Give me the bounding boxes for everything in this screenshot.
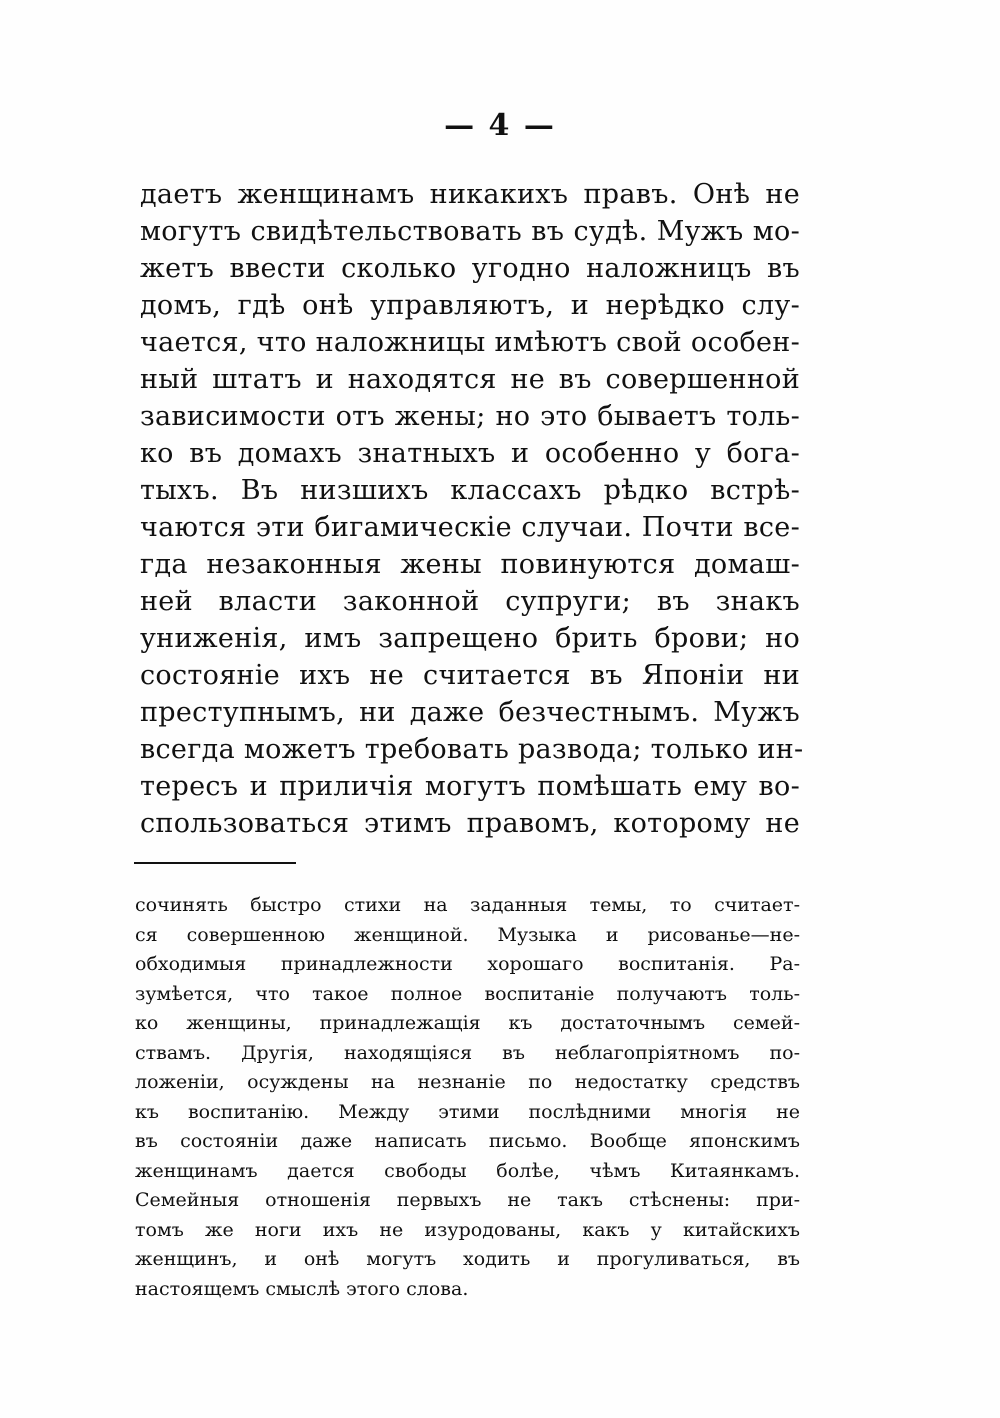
main-text-line: ко въ домахъ знатныхъ и особенно у бога- [140,438,800,469]
main-text-line: ный штатъ и находятся не въ совершенной [140,364,800,395]
footnote-line: настоящемъ смыслѣ этого слова. [135,1277,469,1300]
footnote-line: ствамъ. Другія, находящіяся въ неблагопріятномъ по- [135,1041,800,1064]
footnote-block [135,891,800,1304]
footnote-line: Семейныя отношенія первыхъ не такъ стѣснены: при- [135,1189,800,1211]
main-text-line: всегда можетъ требовать развода; только ин- [140,734,804,765]
footnote-line: къ воспитанію. Между этими послѣдними многія не [135,1100,800,1123]
footnote-line: ко женщины, принадлежащія къ достаточнымъ семей- [135,1012,800,1034]
main-text-line: спользоваться этимъ правомъ, которому не [140,808,800,839]
main-text-line: могутъ свидѣтельствовать въ судѣ. Мужъ мо- [140,216,800,247]
main-text-line: состояніе ихъ не считается въ Японіи ни [140,660,800,691]
footnote-line: ся совершенною женщиной. Музыка и рисованье—не- [135,923,800,946]
footnote-divider [134,862,296,864]
footnote-line: сочинять быстро стихи на заданныя темы, то считает- [135,894,800,916]
main-text-line: чаются эти бигамическіе случаи. Почти все- [140,512,800,543]
footnote-line: обходимыя принадлежности хорошаго воспитанія. Ра- [135,953,800,975]
main-text-block [140,176,804,842]
main-text-line: ней власти законной супруги; въ знакъ [140,586,800,617]
footnote-line: женщинъ, и онѣ могутъ ходить и прогуливаться, въ [135,1248,800,1270]
main-text-line: даетъ женщинамъ никакихъ правъ. Онѣ не [140,179,800,210]
footnote-line: томъ же ноги ихъ не изуродованы, какъ у китайскихъ [135,1218,800,1241]
footnote-line: женщинамъ дается свободы болѣе, чѣмъ Китаянкамъ. [135,1159,800,1182]
main-text-line: жетъ ввести сколько угодно наложницъ въ [140,253,800,284]
main-text-line: зависимости отъ жены; но это бываетъ толь- [140,401,800,432]
main-text-line: домъ, гдѣ онѣ управляютъ, и нерѣдко слу- [140,290,800,321]
main-text-line: чается, что наложницы имѣютъ свой особен- [140,327,800,358]
main-text-line: тересъ и приличія могутъ помѣшать ему во- [140,771,800,802]
footnote-line: въ состояніи даже написать письмо. Вообще японскимъ [135,1130,800,1152]
main-text-line: униженія, имъ запрещено брить брови; но [140,623,800,654]
main-text-line: гда незаконныя жены повинуются домаш- [140,549,800,580]
page-number: — 4 — [444,108,556,143]
main-text-line: преступнымъ, ни даже безчестнымъ. Мужъ [140,697,800,728]
footnote-line: ложеніи, осуждены на незнаніе по недостатку средствъ [135,1071,800,1093]
footnote-line: зумѣется, что такое полное воспитаніе получаютъ толь- [135,982,800,1005]
main-text-line: тыхъ. Въ низшихъ классахъ рѣдко встрѣ- [140,475,800,506]
